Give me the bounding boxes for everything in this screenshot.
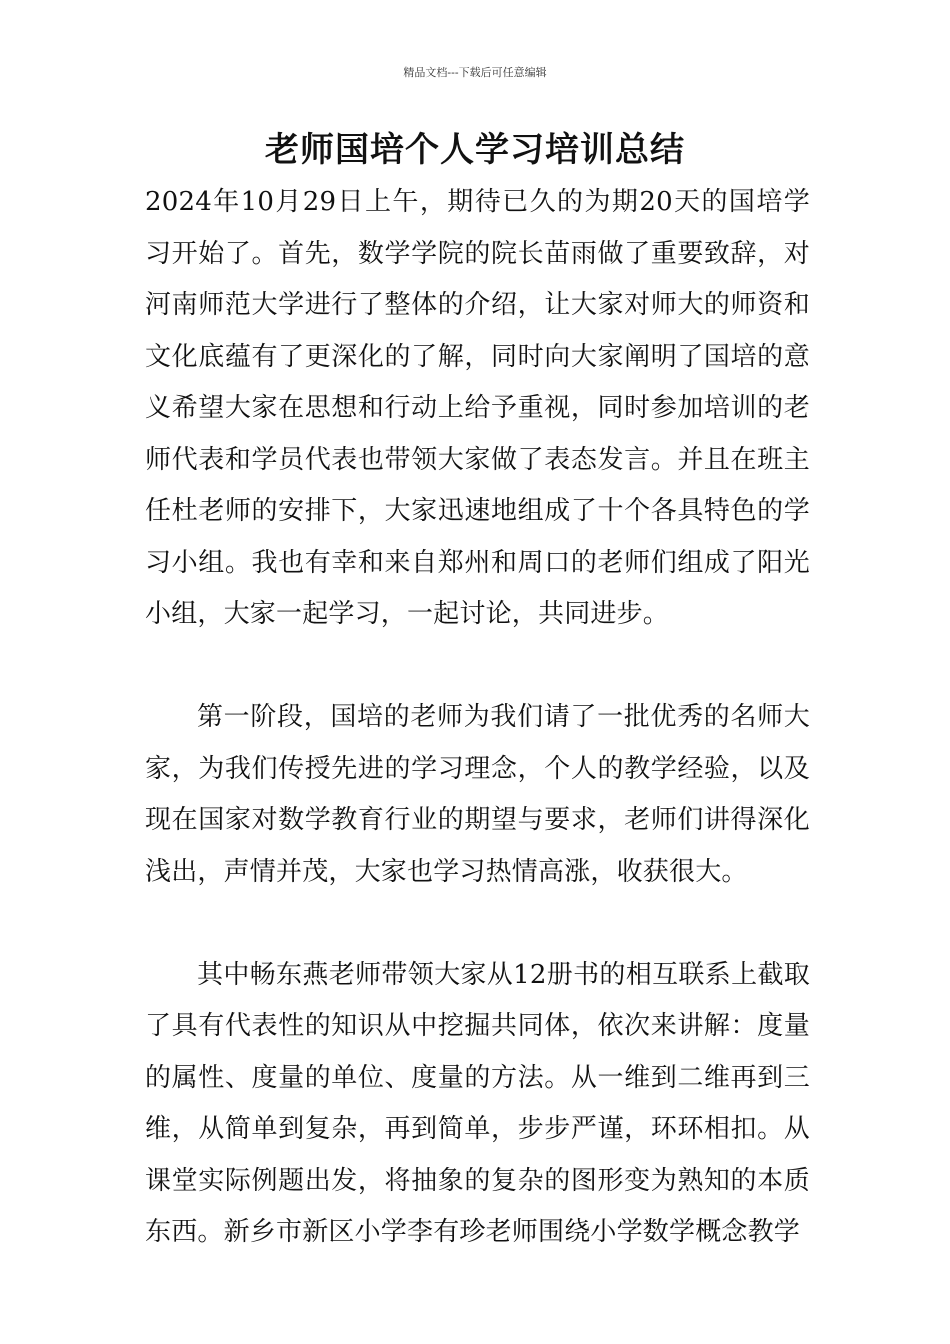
paragraph-3: 其中畅东燕老师带领大家从12册书的相互联系上截取了具有代表性的知识从中挖掘共同体，依次来讲解：度量的属性、度量的单位、度量的方法。从一维到二维再到三维，从简单到复杂，再到简单，步步严谨，环环相扣。从课堂实际例题出发，将抽象的复杂的图形变为熟知的本质东西。新乡市新区小学李有珍老师围绕小学数学概念教学 (145, 959, 810, 1247)
paragraph-1: 2024年10月29日上午，期待已久的为期20天的国培学习开始了。首先，数学学院的院长苗雨做了重要致辞，对河南师范大学进行了整体的介绍，让大家对师大的师资和文化底蕴有了更深化的了解，同时向大家阐明了国培的意义希望大家在思想和行动上给予重视，同时参加培训的老师代表和学员代表也带领大家做了表态发言。并且在班主任杜老师的安排下，大家迅速地组成了十个各具特色的学习小组。我也有幸和来自郑州和周口的老师们组成了阳光小组，大家一起学习，一起讨论，共同进步。 (145, 187, 810, 629)
document-title: 老师国培个人学习培训总结 (265, 130, 685, 170)
paragraph-2: 第一阶段，国培的老师为我们请了一批优秀的名师大家，为我们传授先进的学习理念，个人的教学经验，以及现在国家对数学教育行业的期望与要求，老师们讲得深化浅出，声情并茂，大家也学习热情高涨，收获很大。 (145, 702, 810, 887)
header-note: 精品文档---下载后可任意编辑 (403, 66, 547, 79)
document-body (145, 177, 810, 1259)
